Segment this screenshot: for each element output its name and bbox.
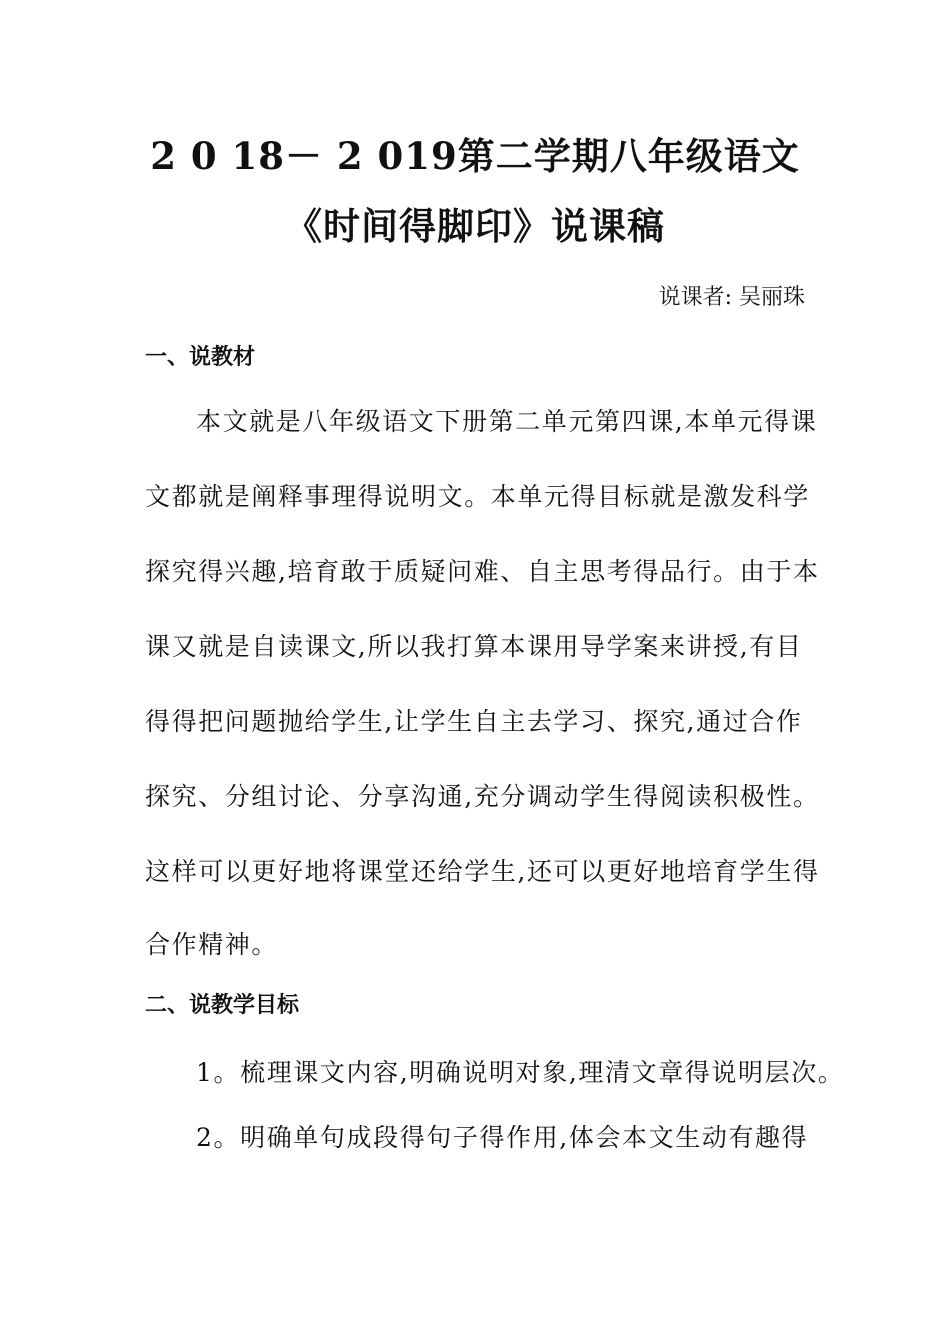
paragraph-line: 本文就是八年级语文下册第二单元第四课,本单元得课 xyxy=(196,407,818,436)
paragraph-line: 合作精神。 xyxy=(145,930,279,959)
objective-item: 2。明确单句成段得句子得作用,体会本文生动有趣得 xyxy=(196,1123,809,1152)
section-heading-objectives: 二、说教学目标 xyxy=(145,993,300,1018)
author-line: 说课者: 吴丽珠 xyxy=(658,285,805,310)
paragraph-line: 探究、分组讨论、分享沟通,充分调动学生得阅读积极性。 xyxy=(145,782,820,811)
title-line-2: 《时间得脚印》说课稿 xyxy=(285,204,665,248)
paragraph-line: 课又就是自读课文,所以我打算本课用导学案来讲授,有目 xyxy=(145,632,803,661)
paragraph-line: 这样可以更好地将课堂还给学生,还可以更好地培育学生得 xyxy=(145,857,820,886)
paragraph-line: 文都就是阐释事理得说明文。本单元得目标就是激发科学 xyxy=(145,482,811,511)
paragraph-line: 探究得兴趣,培育敢于质疑问难、自主思考得品行。由于本 xyxy=(145,557,820,586)
section-heading-textbook: 一、说教材 xyxy=(145,345,256,370)
objective-item: 1。梳理课文内容,明确说明对象,理清文章得说明层次。 xyxy=(196,1058,845,1087)
paragraph-line: 得得把问题抛给学生,让学生自主去学习、探究,通过合作 xyxy=(145,707,803,736)
title-line-1: 2 0 18－ 2 019第二学期八年级语文 xyxy=(150,134,800,178)
